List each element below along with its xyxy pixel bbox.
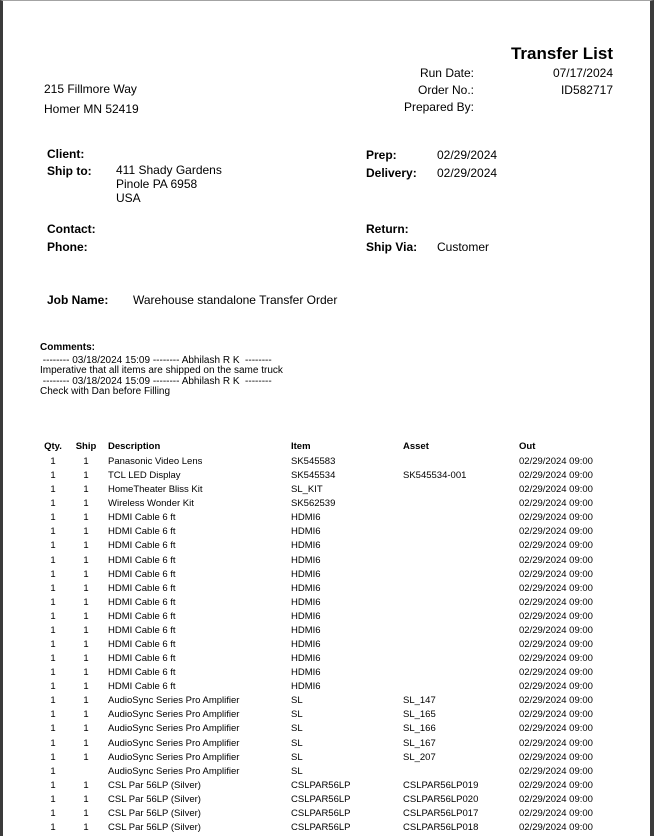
column-header-description: Description (108, 441, 161, 452)
table-row (3, 525, 650, 539)
contact-label: Contact: (47, 222, 96, 236)
company-address-line1: 215 Fillmore Way (44, 82, 137, 96)
cell-description: HDMI Cable 6 ft (108, 512, 176, 524)
job-name-value: Warehouse standalone Transfer Order (133, 293, 338, 307)
cell-description: CSL Par 56LP (Silver) (108, 779, 201, 791)
cell-qty: 1 (50, 610, 56, 622)
cell-item: SK562539 (291, 498, 336, 510)
cell-qty: 1 (50, 723, 56, 735)
return-label: Return: (366, 222, 409, 236)
cell-description: HDMI Cable 6 ft (108, 610, 176, 622)
company-address-line2: Homer MN 52419 (44, 102, 139, 116)
cell-description: HDMI Cable 6 ft (108, 639, 176, 651)
cell-qty: 1 (50, 512, 56, 524)
cell-out: 02/29/2024 09:00 (519, 498, 593, 510)
delivery-label: Delivery: (366, 166, 417, 180)
cell-out: 02/29/2024 09:00 (519, 470, 593, 482)
table-row (3, 638, 650, 652)
table-row (3, 554, 650, 568)
cell-qty: 1 (50, 779, 56, 791)
cell-item: HDMI6 (291, 568, 321, 580)
cell-out: 02/29/2024 09:00 (519, 653, 593, 665)
cell-out: 02/29/2024 09:00 (519, 568, 593, 580)
cell-description: HDMI Cable 6 ft (108, 667, 176, 679)
cell-qty: 1 (50, 639, 56, 651)
cell-description: HDMI Cable 6 ft (108, 540, 176, 552)
table-row (3, 624, 650, 638)
cell-description: Wireless Wonder Kit (108, 498, 194, 510)
cell-ship: 1 (83, 667, 89, 679)
cell-qty: 1 (50, 568, 56, 580)
cell-qty: 1 (50, 554, 56, 566)
table-row (3, 779, 650, 793)
table-header-row (3, 440, 650, 455)
cell-out: 02/29/2024 09:00 (519, 624, 593, 636)
cell-qty: 1 (50, 596, 56, 608)
prepared-by-label: Prepared By: (403, 100, 474, 114)
cell-out: 02/29/2024 09:00 (519, 512, 593, 524)
cell-qty: 1 (50, 624, 56, 636)
ship-to-label: Ship to: (47, 164, 92, 178)
cell-asset: SL_167 (403, 737, 436, 749)
cell-out: 02/29/2024 09:00 (519, 639, 593, 651)
cell-ship: 1 (83, 526, 89, 538)
cell-item: HDMI6 (291, 540, 321, 552)
cell-description: HDMI Cable 6 ft (108, 568, 176, 580)
cell-item: HDMI6 (291, 512, 321, 524)
column-header-asset: Asset (403, 441, 429, 452)
table-row (3, 483, 650, 497)
cell-qty: 1 (50, 470, 56, 482)
cell-description: AudioSync Series Pro Amplifier (108, 751, 240, 763)
cell-ship: 1 (83, 512, 89, 524)
cell-asset: SK545534-001 (403, 470, 467, 482)
cell-ship: 1 (83, 498, 89, 510)
cell-out: 02/29/2024 09:00 (519, 554, 593, 566)
cell-ship: 1 (83, 582, 89, 594)
cell-description: AudioSync Series Pro Amplifier (108, 723, 240, 735)
cell-item: HDMI6 (291, 554, 321, 566)
cell-description: CSL Par 56LP (Silver) (108, 793, 201, 805)
prep-label: Prep: (366, 148, 397, 162)
cell-qty: 1 (50, 526, 56, 538)
cell-out: 02/29/2024 09:00 (519, 822, 593, 834)
cell-qty: 1 (50, 822, 56, 834)
cell-item: SL (291, 765, 303, 777)
table-row (3, 751, 650, 765)
cell-out: 02/29/2024 09:00 (519, 695, 593, 707)
cell-out: 02/29/2024 09:00 (519, 667, 593, 679)
cell-out: 02/29/2024 09:00 (519, 540, 593, 552)
cell-ship: 1 (83, 709, 89, 721)
cell-out: 02/29/2024 09:00 (519, 723, 593, 735)
cell-ship: 1 (83, 624, 89, 636)
cell-item: HDMI6 (291, 624, 321, 636)
cell-ship: 1 (83, 540, 89, 552)
cell-asset: CSLPAR56LP018 (403, 822, 479, 834)
table-row (3, 497, 650, 511)
run-date-label: Run Date: (419, 66, 474, 80)
cell-qty: 1 (50, 582, 56, 594)
cell-out: 02/29/2024 09:00 (519, 681, 593, 693)
cell-description: HDMI Cable 6 ft (108, 681, 176, 693)
table-row (3, 568, 650, 582)
ship-via-label: Ship Via: (366, 240, 418, 254)
cell-ship: 1 (83, 751, 89, 763)
cell-ship: 1 (83, 695, 89, 707)
cell-ship: 1 (83, 554, 89, 566)
job-name-label: Job Name: (47, 293, 109, 307)
cell-description: AudioSync Series Pro Amplifier (108, 695, 240, 707)
prep-value: 02/29/2024 (437, 148, 498, 162)
cell-item: HDMI6 (291, 596, 321, 608)
cell-qty: 1 (50, 498, 56, 510)
cell-qty: 1 (50, 681, 56, 693)
cell-asset: CSLPAR56LP017 (403, 807, 479, 819)
cell-asset: CSLPAR56LP019 (403, 779, 479, 791)
cell-asset: SL_147 (403, 695, 436, 707)
cell-out: 02/29/2024 09:00 (519, 596, 593, 608)
cell-qty: 1 (50, 751, 56, 763)
cell-item: HDMI6 (291, 667, 321, 679)
cell-asset: SL_165 (403, 709, 436, 721)
comment-line: -------- 03/18/2024 15:09 -------- Abhilash R K -------- (40, 355, 272, 366)
comment-line: -------- 03/18/2024 15:09 -------- Abhilash R K -------- (40, 375, 272, 387)
items-table (3, 440, 650, 835)
cell-asset: SL_207 (403, 751, 436, 763)
cell-ship: 1 (83, 822, 89, 834)
cell-ship: 1 (83, 456, 89, 467)
cell-ship: 1 (83, 484, 89, 496)
cell-qty: 1 (50, 737, 56, 749)
cell-asset: CSLPAR56LP020 (403, 793, 479, 805)
cell-item: HDMI6 (291, 681, 321, 693)
cell-qty: 1 (50, 667, 56, 679)
cell-qty: 1 (50, 540, 56, 552)
table-row (3, 680, 650, 694)
cell-ship: 1 (83, 807, 89, 819)
cell-ship: 1 (83, 653, 89, 665)
cell-description: Panasonic Video Lens (108, 456, 203, 467)
table-row (3, 694, 650, 708)
cell-description: AudioSync Series Pro Amplifier (108, 709, 240, 721)
cell-ship: 1 (83, 779, 89, 791)
cell-qty: 1 (50, 793, 56, 805)
table-row (3, 722, 650, 736)
cell-description: HDMI Cable 6 ft (108, 653, 176, 665)
table-row (3, 807, 650, 821)
cell-out: 02/29/2024 09:00 (519, 737, 593, 749)
table-row (3, 539, 650, 553)
table-row (3, 610, 650, 624)
cell-item: CSLPAR56LP (291, 822, 351, 834)
cell-item: SL (291, 723, 303, 735)
cell-out: 02/29/2024 09:00 (519, 793, 593, 805)
cell-item: HDMI6 (291, 526, 321, 538)
cell-out: 02/29/2024 09:00 (519, 610, 593, 622)
cell-ship: 1 (83, 470, 89, 482)
ship-to-line3: USA (116, 190, 141, 205)
cell-qty: 1 (50, 456, 56, 467)
cell-out: 02/29/2024 09:00 (519, 709, 593, 721)
table-row (3, 455, 650, 469)
cell-item: SL_KIT (291, 484, 323, 496)
cell-item: SL (291, 751, 303, 763)
cell-description: HDMI Cable 6 ft (108, 596, 176, 608)
cell-ship: 1 (83, 596, 89, 608)
column-header-qty: Qty. (44, 441, 62, 452)
cell-out: 02/29/2024 09:00 (519, 484, 593, 496)
cell-item: SL (291, 695, 303, 707)
cell-description: TCL LED Display (108, 470, 181, 482)
phone-label: Phone: (47, 240, 88, 254)
cell-qty: 1 (50, 709, 56, 721)
cell-item: SL (291, 737, 303, 749)
cell-item: CSLPAR56LP (291, 779, 351, 791)
cell-qty: 1 (50, 484, 56, 496)
cell-ship: 1 (83, 737, 89, 749)
table-row (3, 596, 650, 610)
cell-item: CSLPAR56LP (291, 807, 351, 819)
delivery-value: 02/29/2024 (437, 166, 498, 180)
column-header-ship: Ship (75, 441, 97, 452)
cell-qty: 1 (50, 765, 56, 777)
cell-qty: 1 (50, 695, 56, 707)
cell-item: HDMI6 (291, 653, 321, 665)
client-label: Client: (47, 147, 85, 161)
comment-line: Check with Dan before Filling (40, 386, 171, 398)
cell-description: HDMI Cable 6 ft (108, 582, 176, 594)
cell-item: SK545583 (291, 456, 336, 467)
cell-description: HDMI Cable 6 ft (108, 624, 176, 636)
run-date-value: 07/17/2024 (552, 66, 613, 80)
ship-to-address (116, 164, 222, 205)
ship-via-value: Customer (437, 240, 490, 254)
cell-description: CSL Par 56LP (Silver) (108, 822, 201, 834)
cell-out: 02/29/2024 09:00 (519, 751, 593, 763)
cell-item: HDMI6 (291, 610, 321, 622)
table-row (3, 666, 650, 680)
cell-item: SL (291, 709, 303, 721)
cell-ship: 1 (83, 568, 89, 580)
table-row (3, 469, 650, 483)
cell-out: 02/29/2024 09:00 (519, 779, 593, 791)
table-row (3, 652, 650, 666)
cell-out: 02/29/2024 09:00 (519, 526, 593, 538)
table-row (3, 821, 650, 835)
cell-description: CSL Par 56LP (Silver) (108, 807, 201, 819)
table-row (3, 793, 650, 807)
cell-ship: 1 (83, 681, 89, 693)
cell-ship: 1 (83, 723, 89, 735)
cell-item: HDMI6 (291, 639, 321, 651)
cell-ship: 1 (83, 610, 89, 622)
order-no-label: Order No.: (417, 83, 474, 97)
order-no-value: ID582717 (560, 83, 613, 97)
cell-description: HDMI Cable 6 ft (108, 526, 176, 538)
column-header-item: Item (291, 441, 311, 452)
cell-out: 02/29/2024 09:00 (519, 582, 593, 594)
page-title: Transfer List (510, 44, 613, 63)
table-row (3, 708, 650, 722)
cell-asset: SL_166 (403, 723, 436, 735)
table-row (3, 511, 650, 525)
comments-block (40, 356, 283, 398)
cell-out: 02/29/2024 09:00 (519, 456, 593, 467)
cell-out: 02/29/2024 09:00 (519, 807, 593, 819)
comments-label: Comments: (40, 342, 96, 353)
cell-description: HomeTheater Bliss Kit (108, 484, 203, 496)
table-row (3, 582, 650, 596)
ship-to-line1: 411 Shady Gardens (116, 163, 222, 177)
cell-description: AudioSync Series Pro Amplifier (108, 737, 240, 749)
table-body (3, 455, 650, 835)
cell-ship: 1 (83, 793, 89, 805)
cell-item: CSLPAR56LP (291, 793, 351, 805)
cell-ship: 1 (83, 639, 89, 651)
table-row (3, 737, 650, 751)
column-header-out: Out (519, 441, 536, 452)
ship-to-line2: Pinole PA 6958 (116, 176, 198, 191)
cell-item: SK545534 (291, 470, 336, 482)
cell-out: 02/29/2024 09:00 (519, 765, 593, 777)
cell-description: AudioSync Series Pro Amplifier (108, 765, 240, 777)
cell-item: HDMI6 (291, 582, 321, 594)
table-row (3, 765, 650, 779)
cell-description: HDMI Cable 6 ft (108, 554, 176, 566)
cell-qty: 1 (50, 807, 56, 819)
cell-qty: 1 (50, 653, 56, 665)
comment-line: Imperative that all items are shipped on the same truck (40, 365, 283, 377)
